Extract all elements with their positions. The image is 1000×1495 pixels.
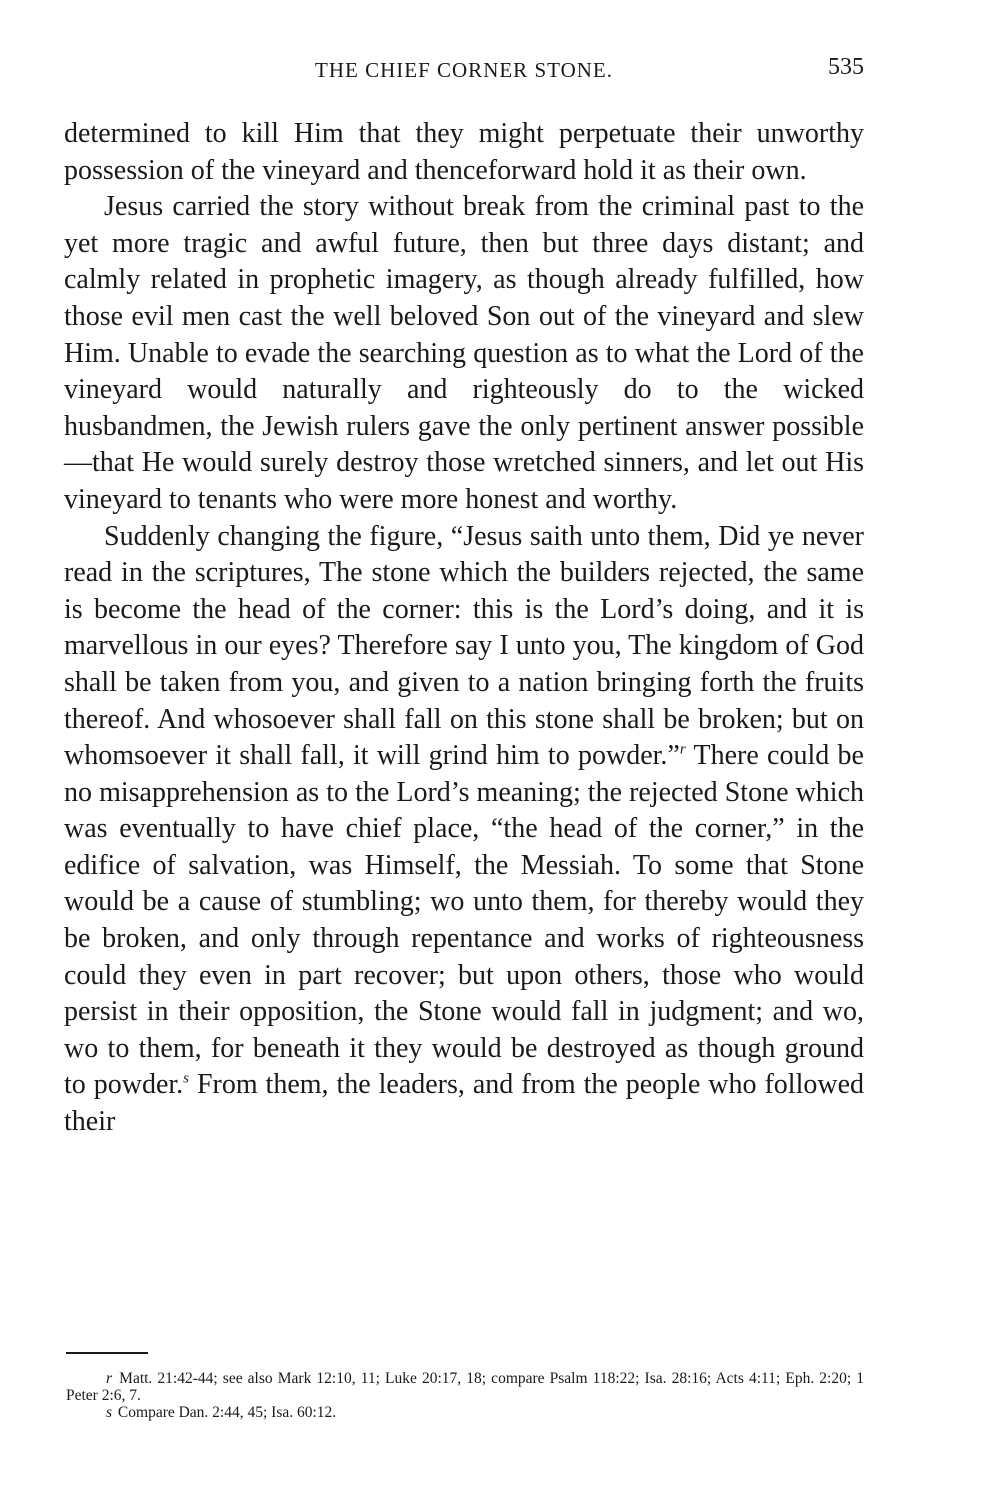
footnote-ref-r: r xyxy=(679,741,686,758)
paragraph-corner-stone xyxy=(64,519,864,1141)
footnote-mark: s xyxy=(106,1404,113,1421)
footnote-rule xyxy=(66,1352,148,1354)
footnote-r xyxy=(66,1370,864,1404)
footnote-ref-s: s xyxy=(183,1071,189,1088)
running-head xyxy=(64,50,864,90)
book-page xyxy=(64,50,864,1141)
body-text xyxy=(64,116,864,1141)
page-number: 535 xyxy=(828,54,864,80)
paragraph-text-part: There could be no misapprehension as to the Lord’s meaning; the rejected Stone which was eventually to have chief place, “the head of the corner,” in the edifice of salvation, was Himself, the Messiah. To some that Stone would be a cause of stumbling; wo unto them, for thereby would they be broken, and only through repentance and works of righteousness could they even in part recover; but upon others, those who would persist in their opposition, the Stone would fall in judgment; and wo, wo to them, for beneath it they would be destroyed as though ground to powder. xyxy=(64,740,864,1101)
footnote-text: Compare Dan. 2:44, 45; Isa. 60:12. xyxy=(117,1404,337,1421)
footnote-s xyxy=(66,1404,864,1421)
footnotes xyxy=(66,1370,864,1421)
footnote-mark: r xyxy=(106,1370,113,1387)
paragraph-text-part: Suddenly changing the figure, “Jesus saith unto them, Did ye never read in the scriptures, The stone which the builders rejected, the same is become the head of the corner: this is the Lord’s doing, and it is marvellous in our eyes? Therefore say I unto you, The kingdom of God shall be taken from you, and given to a nation bringing forth the fruits thereof. And whosoever shall fall on this stone shall be broken; but on whomsoever it shall fall, it will grind him to powder.” xyxy=(64,520,864,772)
paragraph-text-part: From them, the leaders, and from the people who followed their xyxy=(64,1069,864,1138)
paragraph-parable-narrative: Jesus carried the story without break from the criminal past to the yet more tragic and awful future, then but three days distant; and calmly related in prophetic imagery, as though already fulfilled, how those evil men cast the well beloved Son out of the vineyard and slew Him. Unable to evade the searching question as to what the Lord of the vineyard would naturally and righteously do to the wicked husbandmen, the Jewish rulers gave the only pertinent answer possible—that He would surely destroy those wretched sinners, and let out His vineyard to tenants who were more honest and worthy. xyxy=(64,191,864,515)
footnote-text: Matt. 21:42-44; see also Mark 12:10, 11; Luke 20:17, 18; compare Psalm 118:22; Isa. 28:16; Acts 4:11; Eph. 2:20; 1 Peter 2:6, 7. xyxy=(66,1370,865,1404)
running-title: THE CHIEF CORNER STONE. xyxy=(315,58,613,82)
paragraph-continuation: determined to kill Him that they might perpetuate their unworthy possession of the vineyard and thenceforward hold it as their own. xyxy=(64,118,864,186)
